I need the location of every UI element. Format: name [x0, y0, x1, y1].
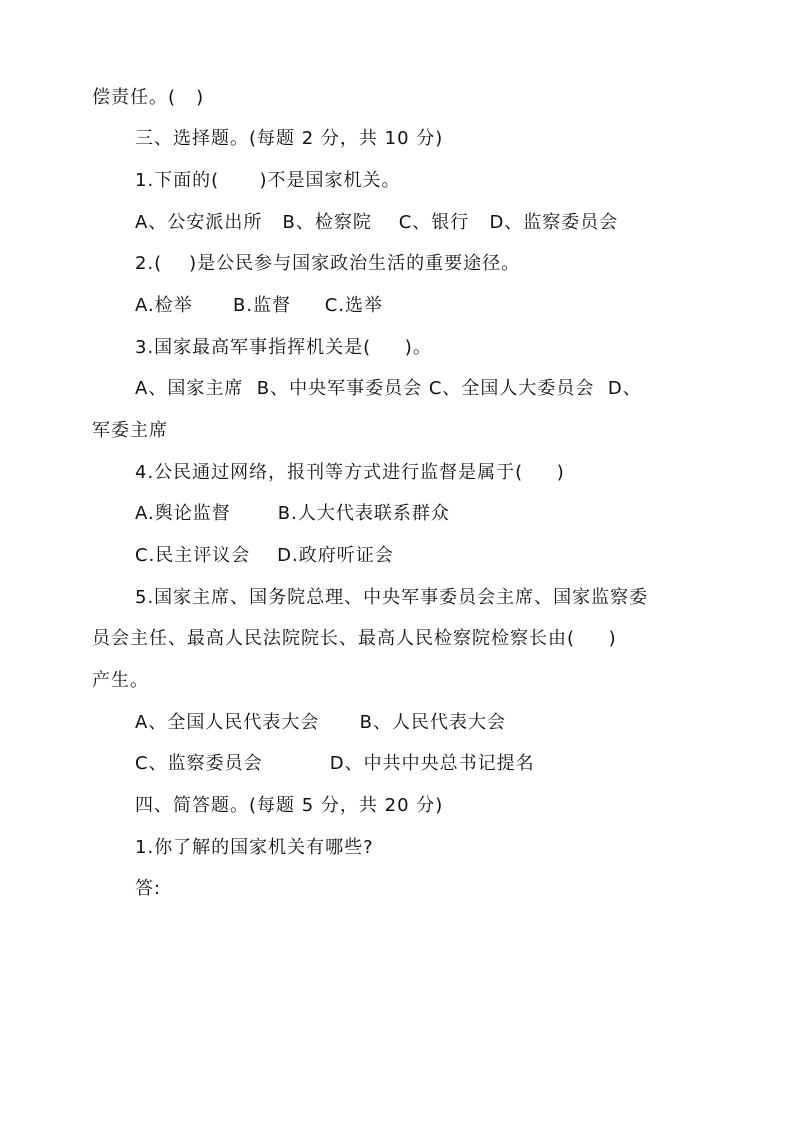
question-text: 员会主任、最高人民法院院长、最高人民检察院检察长由( ) — [92, 628, 617, 649]
section-heading: 三、选择题。(每题 2 分，共 10 分) — [135, 128, 444, 149]
answer-options: 军委主席 — [92, 420, 168, 441]
answer-options: A、全国人民代表大会 B、人民代表大会 — [135, 712, 506, 733]
answer-label: 答: — [135, 878, 162, 899]
question-text: 5.国家主席、国务院总理、中央军事委员会主席、国家监察委 — [135, 587, 649, 608]
question-text: 产生。 — [92, 670, 149, 691]
section-heading: 四、简答题。(每题 5 分，共 20 分) — [135, 795, 444, 816]
answer-options: A.舆论监督 B.人大代表联系群众 — [135, 503, 450, 524]
answer-options: C、监察委员会 D、中共中央总书记提名 — [135, 753, 535, 774]
question-text: 2.( )是公民参与国家政治生活的重要途径。 — [135, 253, 521, 274]
answer-options: A、公安派出所 B、检察院 C、银行 D、监察委员会 — [135, 212, 619, 233]
question-text: 3.国家最高军事指挥机关是( )。 — [135, 337, 432, 358]
text-line: 偿责任。( ) — [92, 87, 205, 108]
answer-options: A.检举 B.监督 C.选举 — [135, 295, 384, 316]
question-text: 4.公民通过网络，报刊等方式进行监督是属于( ) — [135, 462, 565, 483]
question-text: 1.你了解的国家机关有哪些? — [135, 837, 374, 858]
question-text: 1.下面的( )不是国家机关。 — [135, 170, 401, 191]
answer-options: A、国家主席 B、中央军事委员会 C、全国人大委员会 D、 — [135, 378, 642, 399]
answer-options: C.民主评议会 D.政府听证会 — [135, 545, 394, 566]
